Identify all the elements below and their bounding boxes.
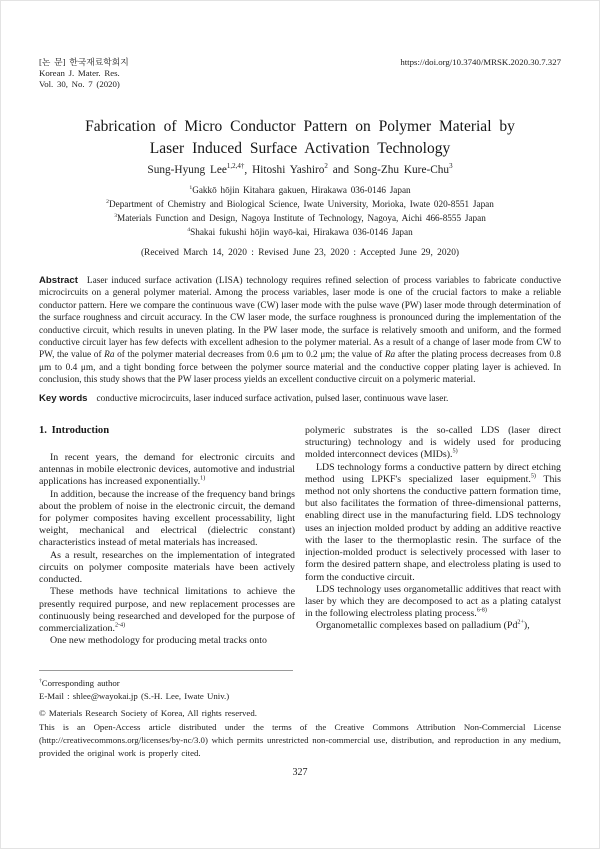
corresponding-author-line: †Corresponding author: [39, 678, 120, 689]
paragraph: Organometallic complexes based on palladium $(Pd^{2+})$,: [316, 620, 530, 632]
abstract-paragraph: [39, 275, 561, 387]
email-line: E-Mail : shlee@wayokai.jp (S.-H. Lee, Iwate Univ.): [39, 690, 230, 701]
paragraph: LDS technology forms a conductive pattern by direct etching method using LPKF's specialized laser equipment.$^{5)}$ This method not only shortens the conductive pattern formation time, but also facilitates the formation of three-dimensional patterns, enabling direct use in the manufacturing field. LDS technology uses an injection molded product by adding an additive reactive with the laser to the thermoplastic resin. The surface of the injection-molded product is selectively processed with laser to form the desired pattern shape, and electroless plating is used to form the conductive circuit.: [305, 461, 561, 583]
authors-line: [39, 163, 561, 177]
right-column-paragraphs: [305, 425, 561, 632]
affiliation-line-3: $^3$Materials Function and Design, Nagoya Institute of Technology, Nagoya, Aichi 466-8555 Japan: [114, 212, 486, 223]
page-header: [39, 57, 561, 90]
paragraph: In recent years, the demand for electronic circuits and antennas in mobile electronic devices, automotive and industrial applications has increased exponentially.$^{1)}$: [39, 452, 295, 488]
doi-text: https://doi.org/10.3740/MRSK.2020.30.7.327: [400, 57, 561, 67]
received-revised-accepted-dates: (Received March 14, 2020 : Revised June 23, 2020 : Accepted June 29, 2020): [140, 248, 460, 258]
journal-info: [39, 57, 129, 90]
corresponding-author-footnote: [39, 670, 293, 702]
affiliation-line-2: $^2$Department of Chemistry and Biological Science, Iwate University, Morioka, Iwate 020-8551 Japan: [106, 198, 494, 209]
page-number: 327: [292, 767, 308, 779]
page-content: [1, 1, 599, 778]
keywords-line: [39, 393, 561, 405]
body-column-left: [39, 425, 295, 647]
title-line-2: Laser Induced Surface Activation Technology: [149, 139, 451, 157]
journal-abbreviation: Korean J. Mater. Res.: [39, 68, 120, 78]
article-type-korean: [논 문] 한국재료학회지: [39, 57, 129, 67]
affiliation-line-4: $^4$Shakai fukushi hōjin wayō-kai, Hirakawa 036-0146 Japan: [187, 226, 413, 237]
author-1: Sung-Hyung Lee$^{1,2,4\dagger}$,: [147, 162, 253, 176]
keywords-text: conductive microcircuits, laser induced surface activation, pulsed laser, continuous wave laser.: [96, 393, 449, 404]
body-columns: [39, 425, 561, 647]
volume-issue: Vol. 30, No. 7 (2020): [39, 79, 120, 89]
paragraph: As a result, researches on the implementation of integrated circuits on polymer composite materials have been actively conducted.: [39, 549, 295, 586]
author-3: Song-Zhu Kure-Chu$^3$: [353, 162, 453, 176]
author-2: Hitoshi Yashiro$^2$ and: [252, 162, 354, 176]
section-heading-introduction: 1. Introduction: [39, 425, 110, 437]
keywords-label: Key words: [39, 392, 88, 404]
paper-title: [39, 116, 561, 159]
paragraph: These methods have technical limitations to achieve the presently required purpose, and new replacement processes are continuously being researched and developed for the purpose of commercialization.$^{2-4)}$: [39, 586, 295, 634]
paragraph: polymeric substrates is the so-called LDS (laser direct structuring) technology and is widely used for producing molded interconnect devices (MIDs).$^{5)}$: [305, 425, 561, 461]
left-column-paragraphs: [39, 452, 295, 647]
affiliation-line-1: $^1$Gakkō hōjin Kitahara gakuen, Hirakawa 036-0146 Japan: [189, 184, 411, 195]
body-column-right: [305, 425, 561, 647]
affiliations-block: [39, 183, 561, 239]
license-text: This is an Open-Access article distributed under the terms of the Creative Commons Attribution Non-Commercial License (http://creativecommons.org/licenses/by-nc/3.0) which permits unrestricted non-commercial use, distribution, and reproduction in any medium, provided the original work is properly cited.: [39, 721, 561, 758]
copyright-license-block: [39, 707, 561, 760]
title-line-1: Fabrication of Micro Conductor Pattern on Polymer Material by: [85, 118, 515, 135]
paragraph: LDS technology uses organometallic additives that react with laser by which they are decomposed to act as a plating catalyst in the following electroless plating process.$^{6-8)}$: [305, 583, 561, 620]
paragraph: One new methodology for producing metal tracks onto: [50, 635, 267, 647]
abstract-label: Abstract: [39, 275, 78, 286]
copyright-line: © Materials Research Society of Korea, All rights reserved.: [39, 708, 257, 719]
paragraph: In addition, because the increase of the frequency band brings about the problem of noise in the electronic circuit, the demand for polymer composites having excellent processability, light weight, mechanical and electrical (dielectric constant) characteristics instead of metal materials has increased.: [39, 488, 295, 549]
abstract-text: Laser induced surface activation (LISA) technology requires refined selection of process variables to fabricate conductive microcircuits on a general polymer material. Among the process variables, laser mode is one of the crucial factors to make a reliable conductor pattern. Here we compare the continuous wave (CW) laser mode with the pulse wave (PW) laser mode through determination of the surface roughness and circuit accuracy. In the CW laser mode, the surface roughness is pronounced during the implementation of the conductive circuit, which results in uneven plating. In the PW laser mode, the surface is relatively smooth and uniform, and the formed conductive circuit layer has few defects with excellent adhesion to the polymer material. As a result of a change of laser mode from CW to PW, the value of Ra of the polymer material decreases from 0.6 μm to 0.2 μm; the value of Ra after the plating process decreases from 0.8 μm to 0.4 μm, and a tight bonding force between the polymer source material and the conductive copper plating layer is achieved. In conclusion, this study shows that the PW laser process yields an excellent conductive circuit on a polymeric material.: [39, 276, 561, 386]
